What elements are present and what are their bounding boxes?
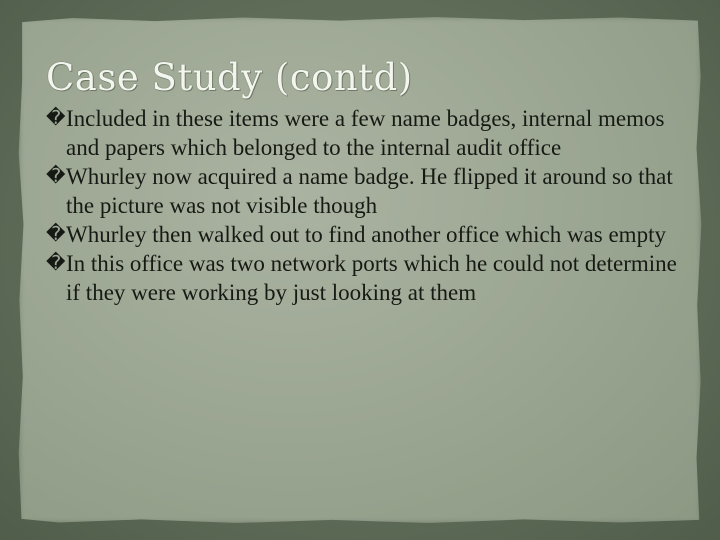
bullet-marker-icon: � xyxy=(46,165,66,187)
bullet-text: Whurley then walked out to find another office which was empty xyxy=(66,222,666,247)
slide-title: Case Study (contd) xyxy=(46,56,413,99)
bullet-text: Included in these items were a few name badges, internal memos and papers which belonged to the internal audit office xyxy=(66,106,665,160)
bullet-item xyxy=(46,220,686,249)
bullet-item xyxy=(46,104,686,162)
bullet-marker-icon: � xyxy=(46,223,66,245)
bullet-marker-icon: � xyxy=(46,107,66,129)
bullet-text: Whurley now acquired a name badge. He flipped it around so that the picture was not visible though xyxy=(66,164,673,218)
bullet-list xyxy=(46,104,686,307)
bullet-text: In this office was two network ports which he could not determine if they were working by just looking at them xyxy=(66,251,677,305)
bullet-marker-icon: � xyxy=(46,252,66,274)
bullet-item xyxy=(46,162,686,220)
bullet-item xyxy=(46,249,686,307)
